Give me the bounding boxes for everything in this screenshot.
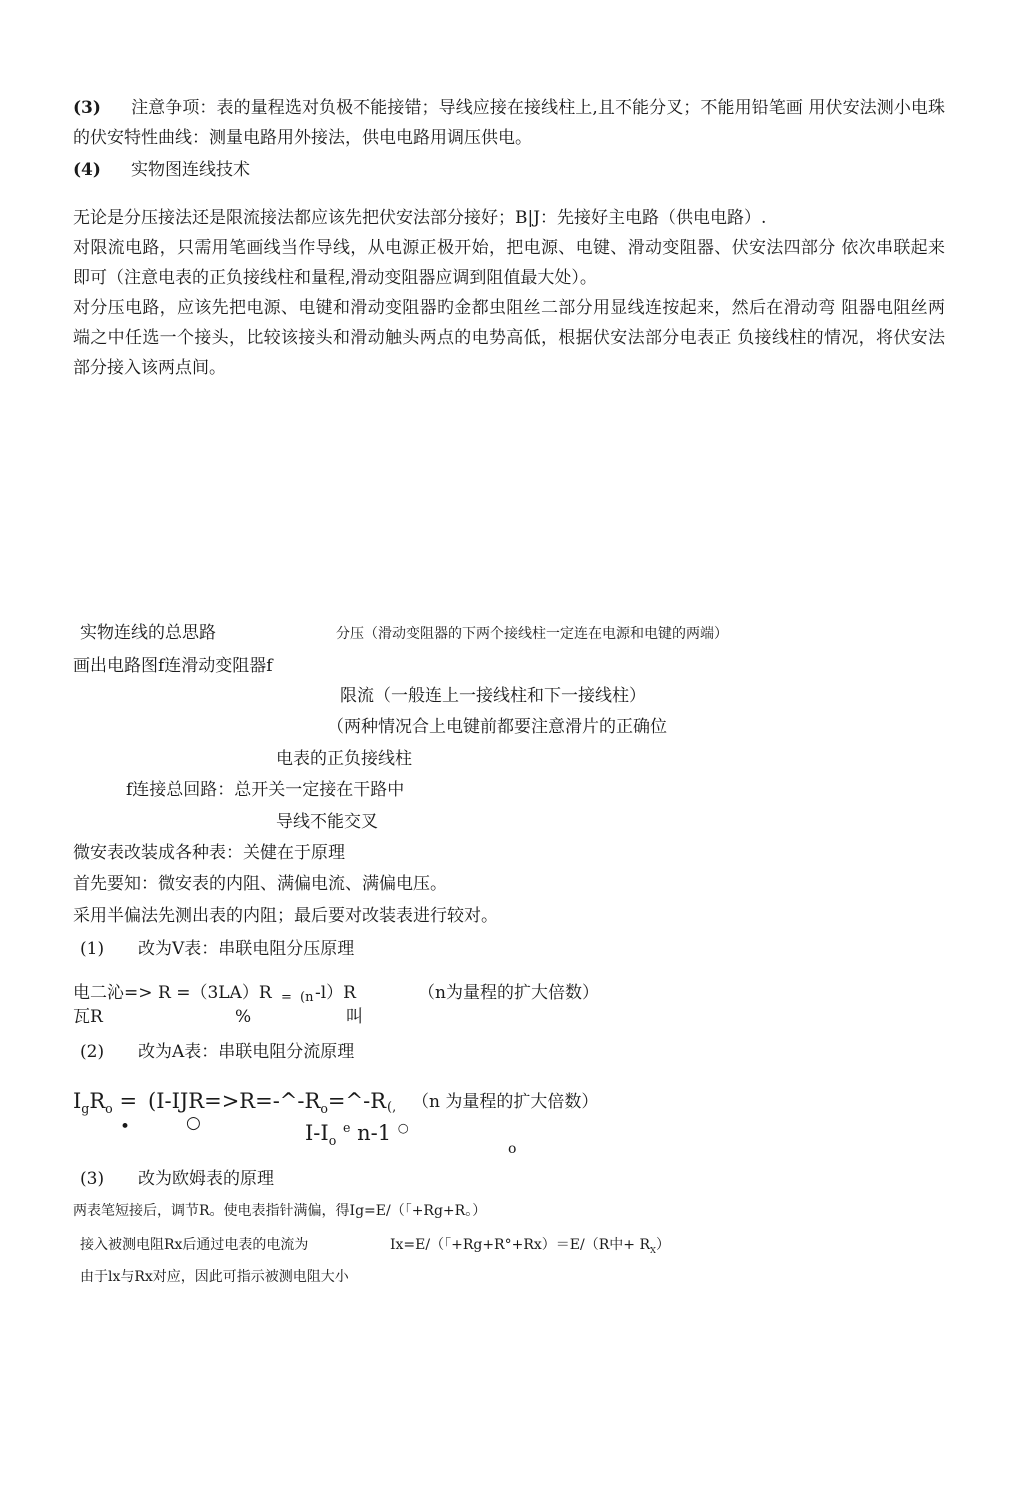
formula-2-dot: • <box>120 1117 131 1137</box>
formula-2-den: I-I <box>305 1121 329 1145</box>
paragraph-current-limiting: 对限流电路，只需用笔画线当作导线，从电源正极开始，把电源、电键、滑动变阻器、伏安法四部分 依次串联起来即可（注意电表的正负接线柱和量程,滑动变阻器应调到阻值最大处）。 <box>73 238 945 288</box>
formula-2-i: I <box>73 1089 82 1113</box>
section-number: (2) <box>80 1042 105 1062</box>
formula-2-sub-g: g <box>81 1101 90 1117</box>
flow-divider-branch: 分压（滑动变阻器的下两个接线柱一定连在电源和电键的两端） <box>336 626 728 642</box>
section-3-note <box>73 93 945 153</box>
formula-2-den-e: e <box>342 1120 351 1135</box>
formula-1-under-b: % <box>235 1007 252 1027</box>
section-number: (3) <box>73 98 101 118</box>
formula-1-note: （n为量程的扩大倍数） <box>418 983 599 1003</box>
ohm-line-2-label: 接入被测电阻Rx后通过电表的电流为 <box>80 1237 309 1253</box>
formula-1-main: R =（3LA）R <box>158 983 272 1003</box>
conversion-3-heading <box>80 1168 274 1190</box>
section-number: (3) <box>80 1169 105 1189</box>
formula-2-tail: =^-R <box>327 1089 387 1113</box>
flow-note: （两种情况合上电键前都要注意滑片的正确位 <box>327 717 667 737</box>
flow-title: 实物连线的总思路 <box>80 623 216 643</box>
flow-step-1: 画出电路图f连滑动变阻器f <box>73 656 273 676</box>
paragraph-voltage-divider: 对分压电路，应该先把电源、电键和滑动变阻器旳金都虫阻丝二部分用显线连按起来，然后在滑动弯 阻器电阻丝两端之中任选一个接头，比较该接头和滑动触头两点的电势高低，根据伏安法部分电表正 负接线柱的情况，将伏安法部分接入该两点间。 <box>73 298 945 378</box>
formula-2-den-o: o <box>328 1133 337 1149</box>
flow-meter-terminal: 电表的正负接线柱 <box>276 749 412 769</box>
formula-2-circle-2: ○ <box>397 1120 409 1135</box>
conversion-2-heading <box>80 1041 354 1063</box>
formula-2-denominator <box>305 1115 409 1154</box>
ohm-line-1: 两表笔短接后，调节R。使电表指针满偏，得Ig=E/（「+Rg+R。） <box>73 1203 487 1219</box>
micro-line-3: 采用半偏法先测出表的内阻；最后要对改装表进行较对。 <box>73 906 498 926</box>
formula-1-tail: -l）R <box>315 983 356 1003</box>
paragraph-wiring-general: 无论是分压接法还是限流接法都应该先把伏安法部分接好；B|J：先接好主电路（供电电路）. <box>73 208 767 228</box>
section-number: (1) <box>80 939 105 959</box>
formula-1-under-a: 瓦R <box>73 1007 103 1027</box>
ohm-formula-main: Ix=E/（「+Rg+R°+Rx）＝E/（R中+ <box>390 1237 635 1253</box>
ohm-line-3: 由于lx与Rx对应，因此可指示被测电阻大小 <box>80 1269 349 1285</box>
section-number: (4) <box>73 160 101 180</box>
formula-2-o: o <box>508 1141 517 1157</box>
section-text: 改为V表：串联电阻分压原理 <box>138 939 355 959</box>
flow-no-cross: 导线不能交叉 <box>276 812 378 832</box>
micro-line-2: 首先要知：微安表的内阻、满偏电流、满偏电压。 <box>73 874 447 894</box>
formula-2-note: （n 为量程的扩大倍数） <box>412 1092 599 1112</box>
conversion-1-heading <box>80 938 354 960</box>
flow-step-2: f连接总回路：总开关一定接在干路中 <box>126 780 405 800</box>
formula-1-sub-n: (n <box>300 990 314 1005</box>
flow-limiting-branch: 限流（一般连上一接线柱和下一接线柱） <box>340 686 646 706</box>
formula-1-lhs: 电二沁=> <box>73 983 153 1003</box>
section-text: 实物图连线技术 <box>131 160 250 180</box>
section-text: 改为欧姆表的原理 <box>138 1169 274 1189</box>
formula-2-n1: n-1 <box>357 1121 392 1145</box>
ohm-formula-sub-x: X <box>649 1244 656 1255</box>
ohm-formula-r: R <box>639 1237 650 1253</box>
formula-2-tiny: (, <box>387 1100 397 1115</box>
section-4-heading <box>73 159 250 181</box>
formula-2-eq: = <box>119 1089 138 1113</box>
formula-2-body: (I-IJR=>R=-^-R <box>148 1089 321 1113</box>
section-text: 改为A表：串联电阻分流原理 <box>138 1042 355 1062</box>
micro-line-1: 微安表改装成各种表：关健在于原理 <box>73 843 345 863</box>
formula-2-sub-o2: o <box>320 1101 328 1117</box>
formula-1-under-c: 叫 <box>346 1007 363 1027</box>
formula-1-sub-eq: = <box>281 990 292 1005</box>
formula-2-r: R <box>89 1089 106 1113</box>
formula-2-circle: ○ <box>186 1113 201 1133</box>
formula-2-sub-o: o <box>105 1101 113 1117</box>
section-text: 注意争项：表的量程选对负极不能接错；导线应接在接线柱上,且不能分叉；不能用铅笔画 用伏安法测小电珠的伏安特性曲线：测量电路用外接法，供电电路用调压供电。 <box>73 98 945 148</box>
ohm-line-2-formula <box>390 1236 670 1259</box>
ohm-formula-close: ） <box>655 1237 670 1253</box>
